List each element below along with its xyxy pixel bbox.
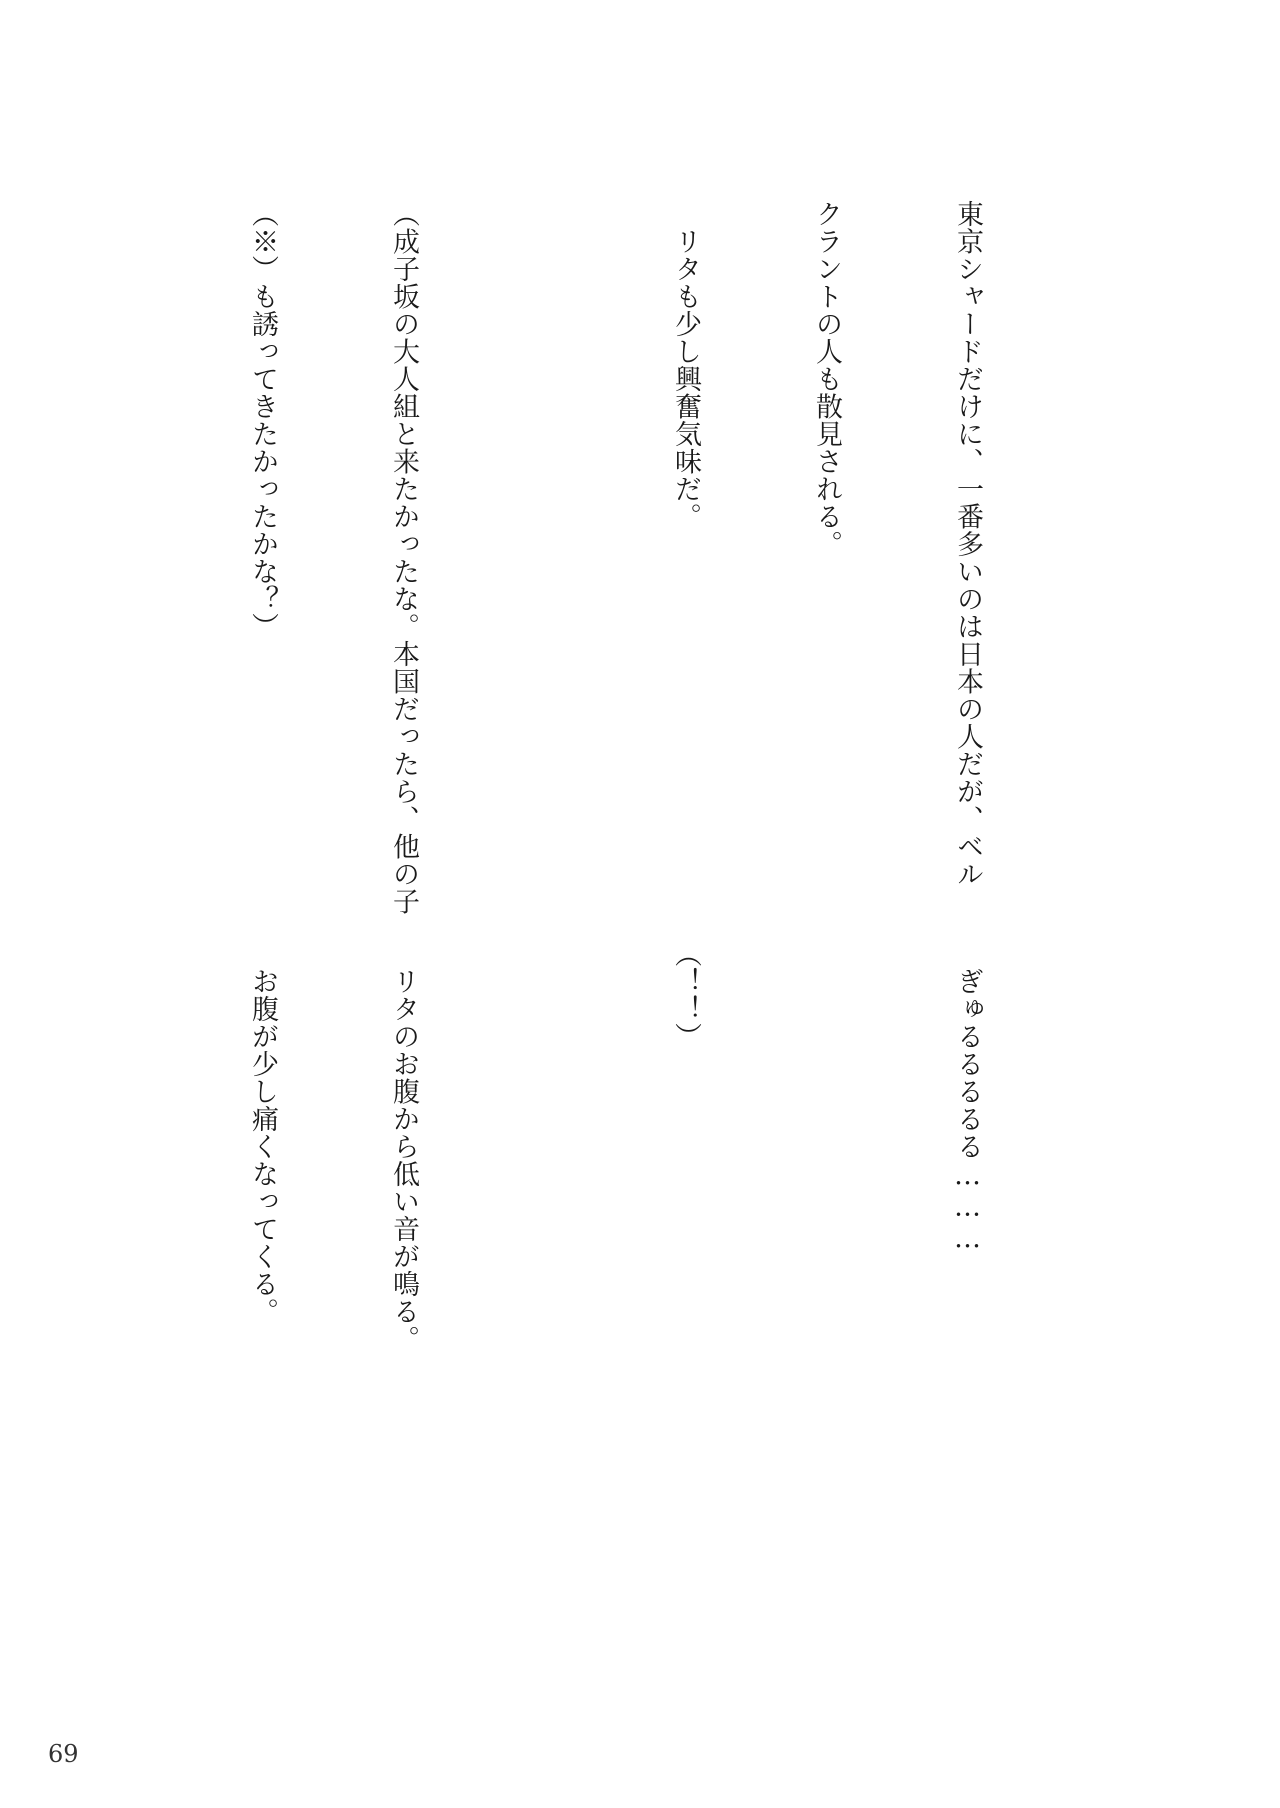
text-line: （成子坂の大人組と来たかったな。本国だったら、他の子 [388, 200, 419, 915]
bottom-text-block [145, 940, 1085, 1660]
text-line [0, 200, 4, 900]
text-line: お腹が少し痛くなってくる。 [247, 940, 278, 1325]
top-text-block [145, 200, 1085, 915]
text-line: 東京シャードだけに、一番多いのは日本の人だが、ベル [952, 200, 983, 888]
text-line: クラントの人も散見される。 [811, 200, 842, 558]
blank-line [521, 200, 568, 900]
text-line: リタも少し興奮気味だ。 [670, 200, 701, 530]
page-number: 69 [48, 1740, 79, 1768]
blank-line [521, 940, 568, 1660]
text-line [0, 940, 4, 1660]
text-line: （！！） [670, 940, 701, 1050]
blank-line [98, 200, 145, 900]
text-line: リタのお腹から低い音が鳴る。 [388, 940, 419, 1353]
text-line: （※）も誘ってきたかったかな？） [247, 200, 278, 640]
blank-line [98, 940, 145, 1660]
text-line: ぎゅるるるるる……… [952, 940, 983, 1255]
blank-line [803, 940, 850, 1660]
